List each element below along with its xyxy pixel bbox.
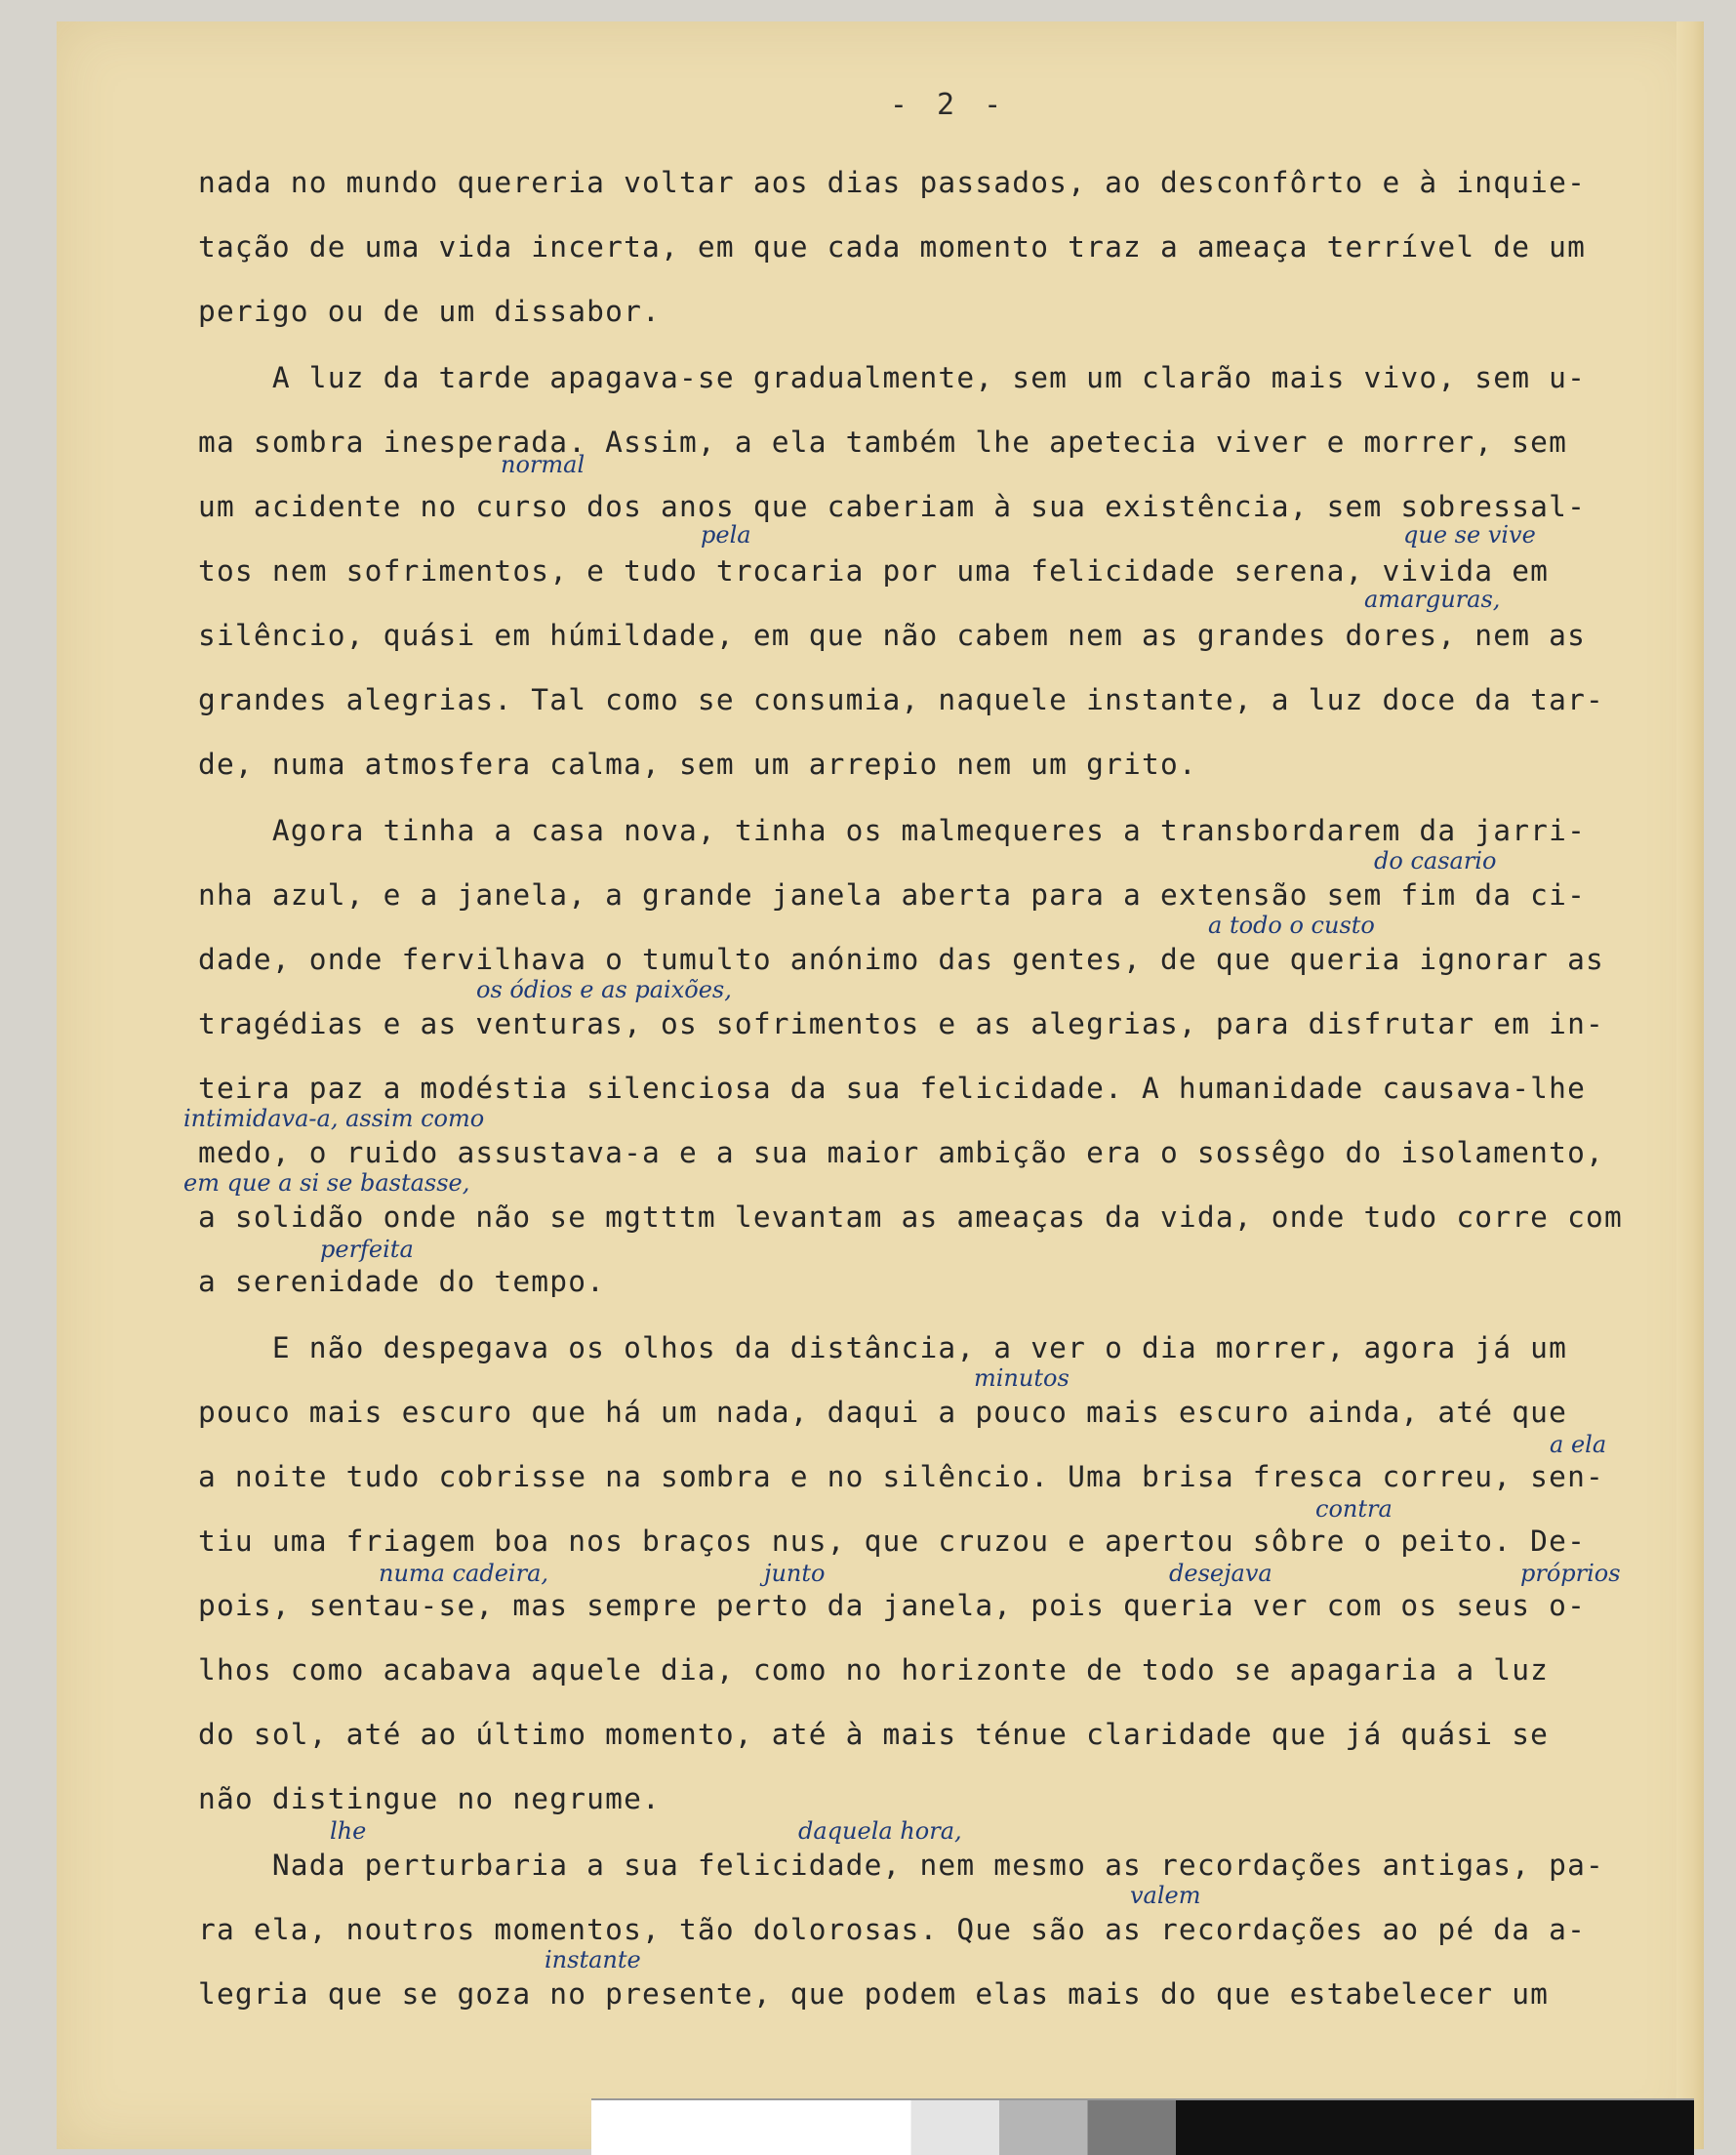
- text-line: nada no mundo quereria voltar aos dias passados, ao desconfôrto e à inquie-: [198, 166, 1587, 199]
- text-line: A luz da tarde apagava-se gradualmente, sem um clarão mais vivo, sem u-: [198, 361, 1587, 394]
- text-line: a solidão onde não se mgtttm levantam as ameaças da vida, onde tudo corre com: [198, 1200, 1623, 1234]
- text-line: medo, o ruido assustava-a e a sua maior ambição era o sossêgo do isolamento,: [198, 1136, 1604, 1169]
- handwritten-annotation: pela: [701, 521, 751, 549]
- typewritten-page: [57, 21, 1704, 2149]
- text-line: ra ela, noutros momentos, tão dolorosas. Que são as recordações ao pé da a-: [198, 1913, 1587, 1946]
- text-line: grandes alegrias. Tal como se consumia, naquele instante, a luz doce da tar-: [198, 683, 1604, 716]
- handwritten-annotation: a ela: [1550, 1431, 1607, 1458]
- text-line: pouco mais escuro que há um nada, daqui a pouco mais escuro ainda, até que: [198, 1396, 1568, 1429]
- text-line: legria que se goza no presente, que podem elas mais do que estabelecer um: [198, 1977, 1550, 2011]
- page-edge: [1676, 21, 1704, 2149]
- handwritten-annotation: minutos: [974, 1364, 1070, 1392]
- text-line: tiu uma friagem boa nos braços nus, que cruzou e apertou sôbre o peito. De-: [198, 1525, 1587, 1558]
- text-line: pois, sentau-se, mas sempre perto da janela, pois queria ver com os seus o-: [198, 1589, 1587, 1622]
- text-line: silêncio, quási em húmildade, em que não cabem nem as grandes dores, nem as: [198, 619, 1587, 652]
- handwritten-annotation: a todo o custo: [1208, 912, 1375, 939]
- text-line: tação de uma vida incerta, em que cada momento traz a ameaça terrível de um: [198, 230, 1587, 264]
- handwritten-annotation: normal: [501, 451, 585, 478]
- text-line: teira paz a modéstia silenciosa da sua felicidade. A humanidade causava-lhe: [198, 1072, 1587, 1105]
- text-line: um acidente no curso dos anos que caberiam à sua existência, sem sobressal-: [198, 490, 1587, 523]
- text-line: não distingue no negrume.: [198, 1782, 662, 1815]
- handwritten-annotation: próprios: [1520, 1560, 1621, 1587]
- handwritten-annotation: amarguras,: [1364, 586, 1501, 613]
- text-line: do sol, até ao último momento, até à mais ténue claridade que já quási se: [198, 1718, 1550, 1751]
- text-line: E não despegava os olhos da distância, a ver o dia morrer, agora já um: [198, 1331, 1568, 1364]
- handwritten-annotation: lhe: [330, 1817, 367, 1845]
- text-line: Nada perturbaria a sua felicidade, nem mesmo as recordações antigas, pa-: [198, 1849, 1604, 1882]
- handwritten-annotation: daquela hora,: [798, 1817, 962, 1845]
- handwritten-annotation: em que a si se bastasse,: [183, 1169, 470, 1197]
- text-line: tos nem sofrimentos, e tudo trocaria por uma felicidade serena, vivida em: [198, 554, 1550, 588]
- handwritten-annotation: contra: [1315, 1495, 1393, 1523]
- handwritten-annotation: desejava: [1169, 1560, 1272, 1587]
- text-line: ma sombra inesperada. Assim, a ela também lhe apetecia viver e morrer, sem: [198, 426, 1568, 459]
- page-number: - 2 -: [889, 88, 1008, 122]
- text-line: a noite tudo cobrisse na sombra e no silêncio. Uma brisa fresca correu, sen-: [198, 1460, 1604, 1493]
- handwritten-annotation: perfeita: [320, 1236, 414, 1263]
- text-line: de, numa atmosfera calma, sem um arrepio nem um grito.: [198, 748, 1197, 781]
- handwritten-annotation: valem: [1130, 1882, 1201, 1909]
- text-line: perigo ou de um dissabor.: [198, 295, 662, 328]
- handwritten-annotation: os ódios e as paixões,: [476, 976, 732, 1003]
- text-line: lhos como acabava aquele dia, como no horizonte de todo se apagaria a luz: [198, 1653, 1550, 1687]
- text-line: dade, onde fervilhava o tumulto anónimo das gentes, de que queria ignorar as: [198, 943, 1604, 976]
- text-line: tragédias e as venturas, os sofrimentos e as alegrias, para disfrutar em in-: [198, 1007, 1604, 1040]
- handwritten-annotation: do casario: [1374, 847, 1497, 874]
- text-line: nha azul, e a janela, a grande janela aberta para a extensão sem fim da ci-: [198, 878, 1587, 912]
- handwritten-annotation: que se vive: [1403, 521, 1536, 549]
- text-line: a serenidade do tempo.: [198, 1265, 606, 1298]
- scan-calibration-strip: [591, 2098, 1694, 2155]
- handwritten-annotation: intimidava-a, assim como: [183, 1105, 485, 1132]
- handwritten-annotation: numa cadeira,: [379, 1560, 549, 1587]
- handwritten-annotation: junto: [764, 1560, 826, 1587]
- text-line: Agora tinha a casa nova, tinha os malmequeres a transbordarem da jarri-: [198, 814, 1587, 847]
- handwritten-annotation: instante: [545, 1946, 641, 1973]
